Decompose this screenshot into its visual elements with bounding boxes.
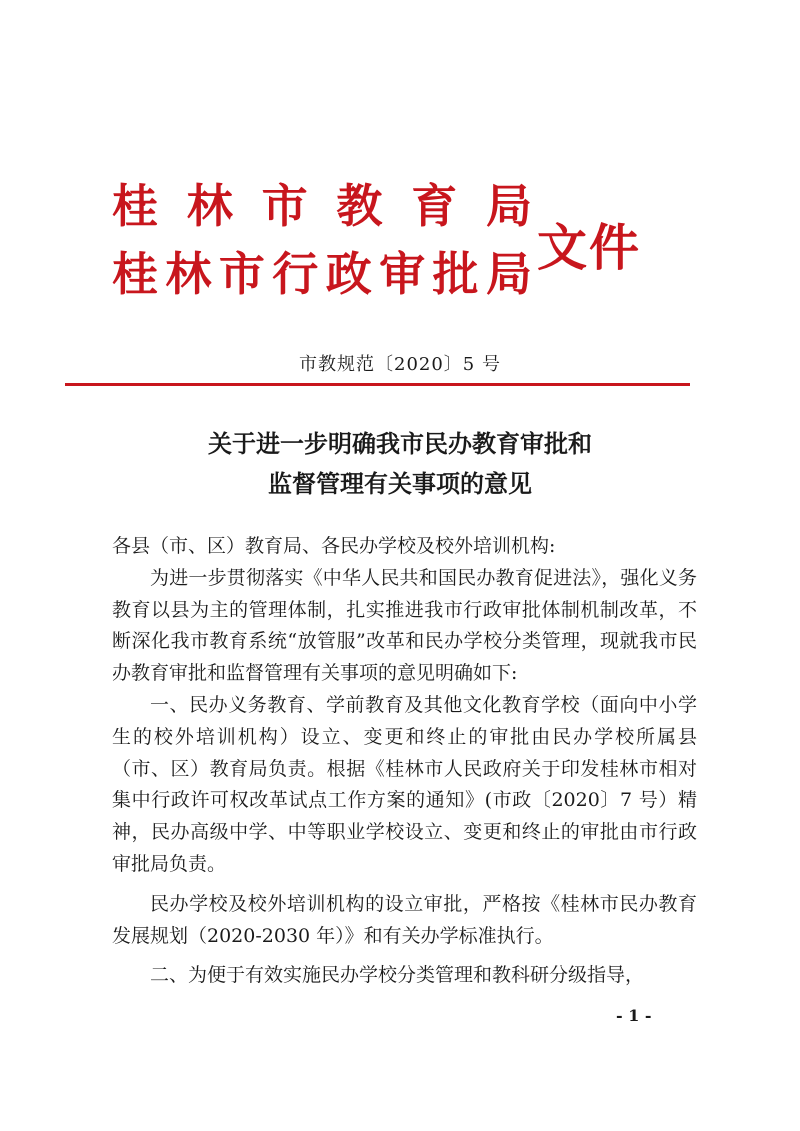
issuer-char: 林 [165, 247, 212, 301]
issuer-char: 市 [261, 179, 308, 233]
issuer-char: 市 [218, 247, 265, 301]
page-number: - 1 - [616, 1006, 652, 1025]
salutation: 各县（市、区）教育局、各民办学校及校外培训机构: [112, 535, 556, 557]
paragraph-item-2: 二、为便于有效实施民办学校分类管理和教科研分级指导， [150, 964, 645, 987]
issuer-char: 桂 [112, 179, 158, 233]
document-body [112, 531, 697, 992]
issuer-char: 桂 [112, 247, 158, 301]
issuer-char: 政 [325, 247, 372, 301]
issuer-char: 局 [485, 179, 532, 233]
document-number: 市教规范〔2020〕5 号 [299, 354, 501, 375]
issuer-char: 育 [411, 179, 458, 233]
issuer-char: 行 [272, 247, 319, 301]
issuer-char: 林 [186, 179, 233, 233]
issuer-char: 教 [336, 179, 383, 233]
document-title [0, 424, 800, 504]
issuer-block [112, 178, 532, 302]
title-line-1: 关于进一步明确我市民办教育审批和 [208, 430, 592, 458]
issuer-char: 局 [485, 247, 532, 301]
issuer-char: 审 [379, 247, 426, 301]
paragraph-approval-standard: 民办学校及校外培训机构的设立审批，严格按《桂林市民办教育发展规划（2020-2030 年）》和有关办学标准执行。 [112, 892, 697, 947]
paragraph-intro: 为进一步贯彻落实《中华人民共和国民办教育促进法》，强化义务教育以县为主的管理体制，扎实推进我市行政审批体制机制改革，不断深化我市教育系统“放管服”改革和民办学校分类管理，现就我市民办教育审批和监督管理有关事项的意见明确如下: [112, 566, 697, 685]
red-divider-line [65, 383, 690, 386]
document-type-label: 文件 [537, 219, 641, 277]
issuer-guilin-education-bureau [112, 178, 532, 234]
title-line-2: 监督管理有关事项的意见 [268, 470, 532, 498]
issuer-guilin-administrative-approval-bureau [112, 246, 532, 302]
paragraph-item-1: 一、民办义务教育、学前教育及其他文化教育学校（面向中小学生的校外培训机构）设立、变更和终止的审批由民办学校所属县（市、区）教育局负责。根据《桂林市人民政府关于印发桂林市相对集中行政许可权改革试点工作方案的通知》(市政〔2020〕7 号）精神，民办高级中学、中等职业学校设立、变更和终止的审批由市行政审批局负责。 [112, 693, 697, 875]
issuer-char: 批 [432, 247, 479, 301]
